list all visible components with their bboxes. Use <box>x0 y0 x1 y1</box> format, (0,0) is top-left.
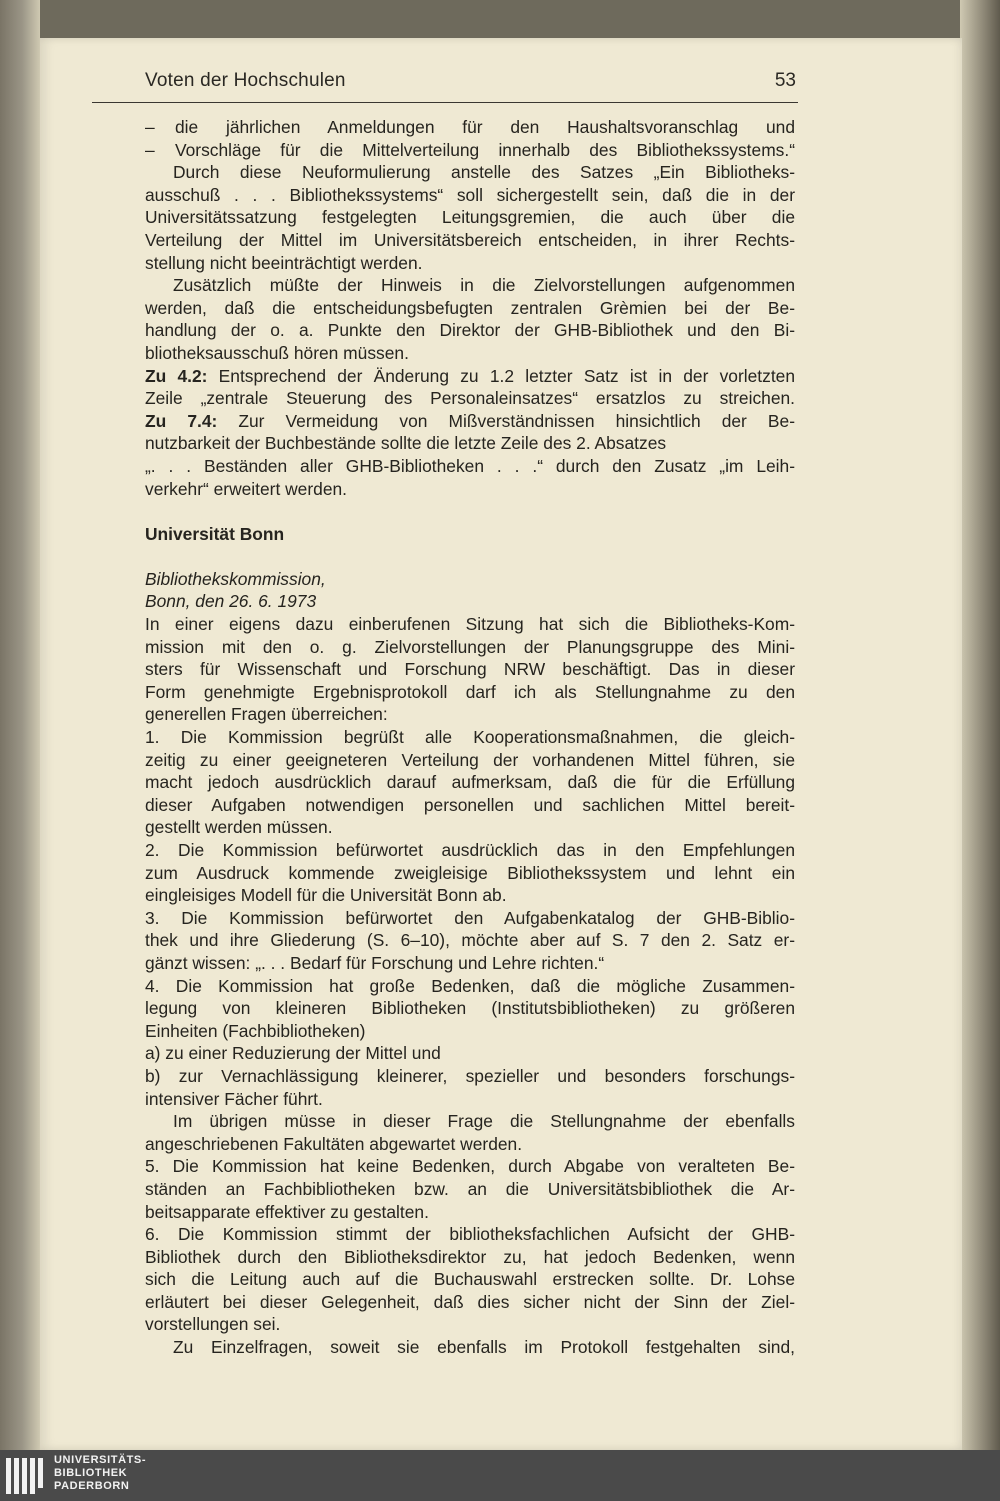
line-text: eingleisiges Modell für die Universität Bonn ab. <box>145 885 507 906</box>
text-line <box>145 952 795 975</box>
text-line <box>145 161 795 184</box>
line-text: sich die Leitung auch auf die Buchauswahl erstrecken sollte. Dr. Lohse <box>145 1269 795 1290</box>
line-text: gestellt werden müssen. <box>145 817 333 838</box>
text-line <box>145 997 795 1020</box>
text-line <box>145 703 795 726</box>
dash-marker: – <box>145 139 155 160</box>
line-text: mission mit den o. g. Zielvorstellungen der Planungsgruppe des Mini- <box>145 636 795 657</box>
line-text: Entsprechend der Änderung zu 1.2 letzter Satz ist in der vorletzten <box>207 365 795 386</box>
line-text: Form genehmigte Ergebnisprotokoll darf ich als Stellungnahme zu den <box>145 681 795 702</box>
text-line <box>145 658 795 681</box>
letter-dateline: Bibliothekskommission, <box>145 568 326 589</box>
text-line <box>145 387 795 410</box>
line-text: Durch diese Neuformulierung anstelle des Satzes „Ein Bibliotheks- <box>173 162 795 183</box>
line-text: sters für Wissenschaft und Forschung NRW beschäftigt. Das in dieser <box>145 659 795 680</box>
line-text: ständen an Fachbibliotheken bzw. an die Universitätsbibliothek die Ar- <box>145 1178 795 1199</box>
line-text: b) zur Vernachlässigung kleinerer, spezieller und besonders forschungs- <box>145 1065 795 1086</box>
line-text: Zusätzlich müßte der Hinweis in die Zielvorstellungen aufgenommen <box>173 275 795 296</box>
text-line <box>145 907 795 930</box>
line-text: Verteilung der Mittel im Universitätsbereich entscheiden, in ihrer Rechts- <box>145 229 795 250</box>
text-line <box>145 455 795 478</box>
text-line <box>145 794 795 817</box>
line-text: macht jedoch ausdrücklich darauf aufmerksam, daß die für die Erfüllung <box>145 772 795 793</box>
line-text: legung von kleineren Bibliotheken (Institutsbibliotheken) zu größeren <box>145 998 795 1019</box>
text-line <box>145 1088 795 1111</box>
text-line <box>145 636 795 659</box>
text-line <box>145 184 795 207</box>
header-rule <box>92 102 798 103</box>
line-text: generellen Fragen überreichen: <box>145 704 388 725</box>
text-line <box>145 342 795 365</box>
text-line <box>145 252 795 275</box>
text-line <box>145 297 795 320</box>
line-text: stellung nicht beeinträchtigt werden. <box>145 252 423 273</box>
library-footer-bar <box>0 1450 1000 1501</box>
text-line <box>145 319 795 342</box>
text-line <box>145 1020 795 1043</box>
text-line <box>145 229 795 252</box>
line-text: 4. Die Kommission hat große Bedenken, daß die mögliche Zusammen- <box>145 975 795 996</box>
line-text: „. . . Beständen aller GHB-Bibliotheken . . .“ durch den Zusatz „im Leih- <box>145 455 795 476</box>
text-line <box>145 1110 795 1133</box>
line-text: 2. Die Kommission befürwortet ausdrücklich das in den Empfehlungen <box>145 840 795 860</box>
text-line <box>145 929 795 952</box>
logo-line: PADERBORN <box>54 1480 130 1492</box>
logo-line: UNIVERSITÄTS- <box>54 1454 147 1466</box>
section-heading: Universität Bonn <box>145 523 285 544</box>
page-number: 53 <box>774 70 796 91</box>
text-line <box>145 1042 795 1065</box>
line-text: zeitig zu einer geeigneteren Verteilung der vorhandenen Mittel führen, sie <box>145 749 795 770</box>
text-line <box>145 749 795 772</box>
running-header-title: Voten der Hochschulen <box>145 70 346 91</box>
line-text: In einer eigens dazu einberufenen Sitzung hat sich die Bibliotheks-Kom- <box>145 614 795 635</box>
text-line <box>145 365 795 388</box>
logo-line: BIBLIOTHEK <box>54 1467 128 1479</box>
line-text: Zu Einzelfragen, soweit sie ebenfalls im Protokoll festgehalten sind, <box>173 1337 795 1358</box>
line-text: ausschuß . . . Bibliothekssystems“ soll sichergestellt sein, daß die in der <box>145 184 795 205</box>
text-line <box>145 410 795 433</box>
line-text: 5. Die Kommission hat keine Bedenken, durch Abgabe von veralteten Be- <box>145 1156 795 1177</box>
dash-marker: – <box>145 117 155 137</box>
text-line <box>145 478 795 501</box>
line-text: Bibliothek durch den Bibliotheksdirektor zu, hat jedoch Bedenken, wenn <box>145 1246 795 1267</box>
text-line <box>145 771 795 794</box>
text-line <box>145 206 795 229</box>
text-line <box>145 1178 795 1201</box>
text-line <box>145 116 795 139</box>
text-line <box>145 1313 795 1336</box>
line-text: intensiver Fächer führt. <box>145 1088 323 1109</box>
line-text: verkehr“ erweitert werden. <box>145 478 347 499</box>
line-text: erläutert bei dieser Gelegenheit, daß dies sicher nicht der Sinn der Ziel- <box>145 1291 795 1312</box>
text-line <box>145 1268 795 1291</box>
text-line <box>145 681 795 704</box>
line-text: Universitätssatzung festgelegten Leitungsgremien, die auch über die <box>145 207 795 228</box>
line-text: 1. Die Kommission begrüßt alle Kooperationsmaßnahmen, die gleich- <box>145 727 795 748</box>
line-text: zum Ausdruck kommende zweigleisige Bibliothekssystem und lehnt ein <box>145 862 795 883</box>
text-line <box>145 1223 795 1246</box>
text-line <box>145 726 795 749</box>
text-line <box>145 1291 795 1314</box>
text-line <box>145 1246 795 1269</box>
line-text: thek und ihre Gliederung (S. 6–10), möchte aber auf S. 7 den 2. Satz er- <box>145 930 795 951</box>
line-text: vorstellungen sei. <box>145 1314 281 1335</box>
text-line <box>145 862 795 885</box>
text-line <box>145 839 795 862</box>
line-text: Einheiten (Fachbibliotheken) <box>145 1020 366 1041</box>
letter-dateline: Bonn, den 26. 6. 1973 <box>145 591 317 612</box>
reference-label: Zu 7.4: <box>145 410 218 431</box>
text-line <box>145 274 795 297</box>
text-line <box>145 1336 795 1359</box>
line-text: 6. Die Kommission stimmt der bibliotheksfachlichen Aufsicht der GHB- <box>145 1224 795 1245</box>
text-line <box>145 432 795 455</box>
line-text: beitsapparate effektiver zu gestalten. <box>145 1201 429 1222</box>
library-logo-icon <box>6 1458 44 1494</box>
paragraph-gap <box>145 545 795 568</box>
reference-label: Zu 4.2: <box>145 365 208 386</box>
scan-left-edge <box>0 0 40 1450</box>
line-text: dieser Aufgaben notwendigen personellen und sachlichen Mittel bereit- <box>145 794 795 815</box>
text-line <box>145 613 795 636</box>
text-line <box>145 1133 795 1156</box>
text-line <box>145 1065 795 1088</box>
document-body <box>145 116 795 1359</box>
text-line <box>145 1155 795 1178</box>
scan-right-edge <box>960 0 1000 1450</box>
line-text: angeschriebenen Fakultäten abgewartet werden. <box>145 1133 523 1154</box>
line-text: 3. Die Kommission befürwortet den Aufgabenkatalog der GHB-Biblio- <box>145 907 795 928</box>
library-logo-text <box>54 1454 146 1493</box>
line-text: werden, daß die entscheidungsbefugten zentralen Grèmien bei der Be- <box>145 297 795 318</box>
line-text: Vorschläge für die Mittelverteilung innerhalb des Bibliothekssystems.“ <box>175 139 795 160</box>
line-text: a) zu einer Reduzierung der Mittel und <box>145 1043 441 1064</box>
line-text: die jährlichen Anmeldungen für den Haushaltsvoranschlag und <box>175 117 795 137</box>
line-text: handlung der o. a. Punkte den Direktor der GHB-Bibliothek und den Bi- <box>145 320 795 341</box>
text-line <box>145 1201 795 1224</box>
line-text: gänzt wissen: „. . . Bedarf für Forschung und Lehre richten.“ <box>145 952 605 973</box>
paragraph-gap <box>145 500 795 523</box>
line-text: nutzbarkeit der Buchbestände sollte die letzte Zeile des 2. Absatzes <box>145 433 667 454</box>
line-text: Zeile „zentrale Steuerung des Personaleinsatzes“ ersatzlos zu streichen. <box>145 388 795 409</box>
text-line <box>145 975 795 998</box>
line-text: Im übrigen müsse in dieser Frage die Stellungnahme der ebenfalls <box>173 1111 795 1132</box>
line-text: Zur Vermeidung von Mißverständnissen hinsichtlich der Be- <box>217 410 795 431</box>
text-line <box>145 884 795 907</box>
line-text: bliotheksausschuß hören müssen. <box>145 342 409 363</box>
text-line <box>145 139 795 162</box>
text-line <box>145 816 795 839</box>
